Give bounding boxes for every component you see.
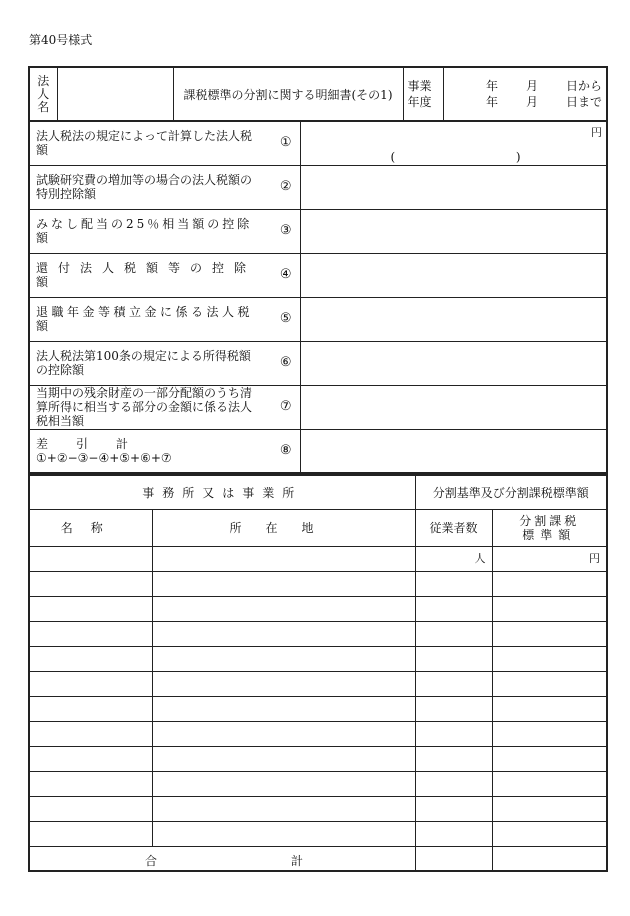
office-name-cell[interactable] (29, 596, 152, 621)
office-row (29, 796, 607, 821)
office-location-cell[interactable] (152, 821, 415, 846)
office-name-cell[interactable] (29, 771, 152, 796)
col-tax-base: 分割課税 標準額 (492, 509, 607, 546)
item-row-1: 法人税法の規定によって計算した法人税額 ① (29, 121, 300, 165)
tax-base-cell[interactable] (492, 546, 607, 571)
formula: ①+②−③−④+⑤+⑥+⑦ (36, 450, 172, 465)
employees-cell[interactable] (415, 546, 492, 571)
office-location-cell[interactable] (152, 771, 415, 796)
tax-base-cell[interactable] (492, 571, 607, 596)
people-unit: 人 (474, 551, 486, 565)
item-amount-6[interactable] (300, 341, 607, 385)
date-from-row: 年 月 日から (485, 79, 602, 93)
item-amount-8[interactable] (300, 429, 607, 473)
tax-base-cell[interactable] (492, 646, 607, 671)
office-name-cell[interactable] (29, 721, 152, 746)
employees-cell[interactable] (415, 821, 492, 846)
office-row (29, 571, 607, 596)
office-row (29, 696, 607, 721)
total-row (29, 846, 607, 871)
office-location-cell[interactable] (152, 796, 415, 821)
col-name: 名称 (29, 509, 152, 546)
total-tax-base-cell[interactable] (492, 846, 607, 871)
office-location-cell[interactable] (152, 646, 415, 671)
item-amount-3[interactable] (300, 209, 607, 253)
header-table (28, 66, 608, 122)
employees-cell[interactable] (415, 621, 492, 646)
employees-cell[interactable] (415, 646, 492, 671)
employees-cell[interactable] (415, 696, 492, 721)
office-location-cell[interactable] (152, 546, 415, 571)
tax-base-cell[interactable] (492, 746, 607, 771)
employees-cell[interactable] (415, 571, 492, 596)
office-name-cell[interactable] (29, 696, 152, 721)
tax-base-cell[interactable] (492, 771, 607, 796)
office-name-cell[interactable] (29, 546, 152, 571)
item-amount-1[interactable] (300, 121, 607, 165)
office-row (29, 746, 607, 771)
office-location-cell[interactable] (152, 596, 415, 621)
date-to-row: 年 月 日まで (485, 95, 602, 109)
total-label: 合 計 (29, 846, 415, 871)
employees-cell[interactable] (415, 796, 492, 821)
office-row (29, 596, 607, 621)
tax-items-table (28, 120, 608, 474)
form-title: 課税標準の分割に関する明細書(その1) (173, 67, 403, 121)
section-division: 分割基準及び分割課税標準額 (415, 475, 607, 509)
office-location-cell[interactable] (152, 696, 415, 721)
office-row (29, 546, 607, 571)
tax-base-cell[interactable] (492, 671, 607, 696)
offices-table (28, 474, 608, 872)
office-name-cell[interactable] (29, 646, 152, 671)
yen-unit: 円 (591, 126, 602, 139)
employees-cell[interactable] (415, 746, 492, 771)
item-row-8: 差引計 ①+②−③−④+⑤+⑥+⑦ ⑧ (29, 429, 300, 473)
fiscal-year-dates[interactable] (443, 67, 607, 121)
tax-base-cell[interactable] (492, 796, 607, 821)
item-amount-5[interactable] (300, 297, 607, 341)
corp-name-field[interactable] (57, 67, 173, 121)
item-row-6: 法人税法第100条の規定による所得税額の控除額 ⑥ (29, 341, 300, 385)
office-name-cell[interactable] (29, 796, 152, 821)
tax-base-cell[interactable] (492, 621, 607, 646)
item-row-4: 還付法人税額等の控除額 ④ (29, 253, 300, 297)
item-paren: ( ) (390, 150, 521, 164)
item-amount-7[interactable] (300, 385, 607, 429)
item-row-7: 当期中の残余財産の一部分配額のうち清算所得に相当する部分の金額に係る法人税相当額 ⑦ (29, 385, 300, 429)
office-location-cell[interactable] (152, 621, 415, 646)
office-location-cell[interactable] (152, 671, 415, 696)
col-employees: 従業者数 (415, 509, 492, 546)
office-name-cell[interactable] (29, 821, 152, 846)
office-row (29, 646, 607, 671)
office-name-cell[interactable] (29, 621, 152, 646)
office-row (29, 821, 607, 846)
item-amount-4[interactable] (300, 253, 607, 297)
employees-cell[interactable] (415, 671, 492, 696)
section-offices: 事務所又は事業所 (29, 475, 415, 509)
office-row (29, 621, 607, 646)
office-location-cell[interactable] (152, 746, 415, 771)
office-row (29, 671, 607, 696)
employees-cell[interactable] (415, 721, 492, 746)
tax-base-cell[interactable] (492, 821, 607, 846)
item-row-3: みなし配当の25％相当額の控除額 ③ (29, 209, 300, 253)
tax-base-cell[interactable] (492, 596, 607, 621)
employees-cell[interactable] (415, 771, 492, 796)
office-name-cell[interactable] (29, 671, 152, 696)
total-employees-cell[interactable] (415, 846, 492, 871)
yen-unit: 円 (589, 551, 601, 565)
item-row-5: 退職年金等積立金に係る法人税額 ⑤ (29, 297, 300, 341)
office-row (29, 771, 607, 796)
tax-base-cell[interactable] (492, 696, 607, 721)
item-row-2: 試験研究費の増加等の場合の法人税額の特別控除額 ② (29, 165, 300, 209)
employees-cell[interactable] (415, 596, 492, 621)
office-location-cell[interactable] (152, 571, 415, 596)
office-name-cell[interactable] (29, 746, 152, 771)
office-location-cell[interactable] (152, 721, 415, 746)
form-number: 第40号様式 (29, 33, 93, 47)
office-name-cell[interactable] (29, 571, 152, 596)
tax-base-cell[interactable] (492, 721, 607, 746)
fiscal-year-label: 事業 年度 (403, 67, 443, 121)
item-amount-2[interactable] (300, 165, 607, 209)
col-location: 所在地 (152, 509, 415, 546)
corp-name-label: 法 人 名 (29, 67, 57, 121)
office-row (29, 721, 607, 746)
